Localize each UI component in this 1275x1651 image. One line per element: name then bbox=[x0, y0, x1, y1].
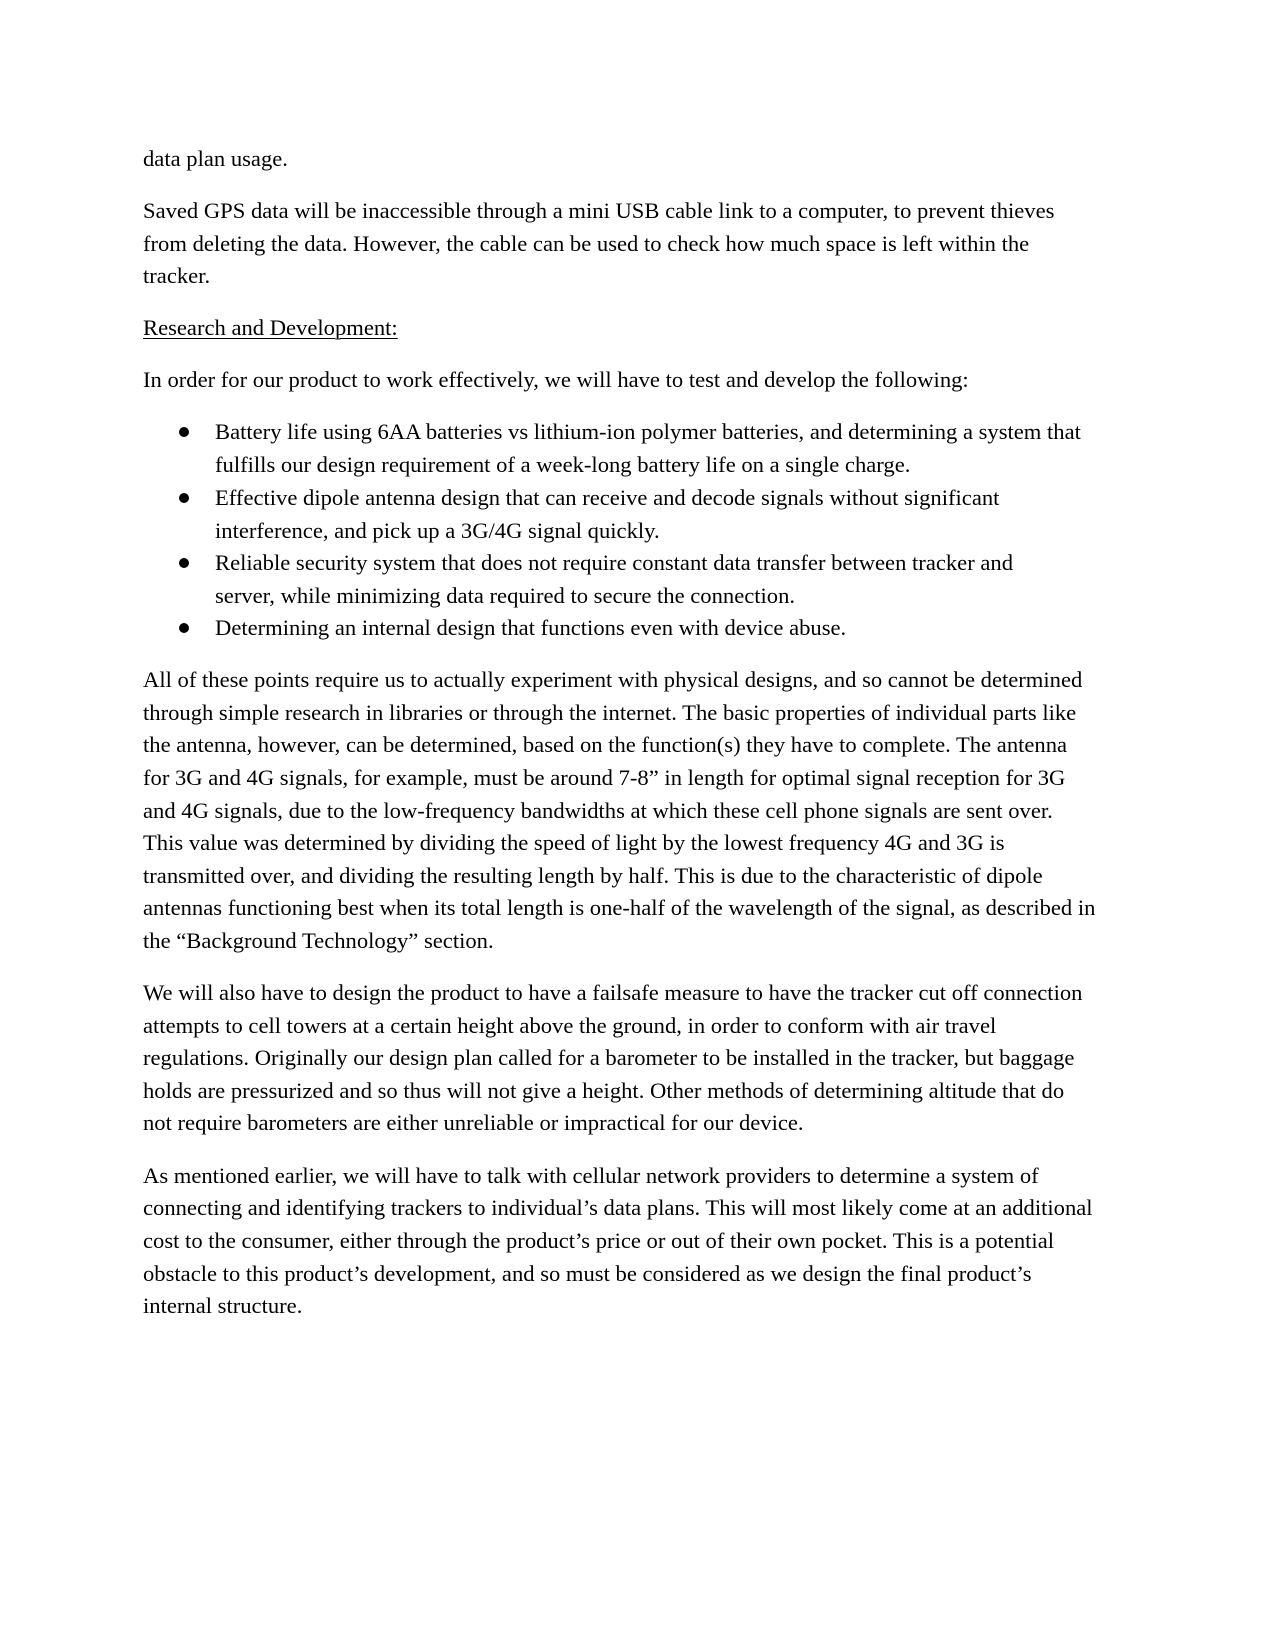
text-line: We will also have to design the product to have a failsafe measure to have the tracker cut off connection bbox=[143, 980, 1083, 1005]
text-line: Effective dipole antenna design that can receive and decode signals without significant bbox=[215, 485, 1000, 510]
text-line: from deleting the data. However, the cable can be used to check how much space is left within the bbox=[143, 231, 1030, 256]
text-line: the “Background Technology” section. bbox=[143, 928, 494, 953]
text-line: obstacle to this product’s development, and so must be considered as we design the final product’s bbox=[143, 1261, 1032, 1286]
text-line: tracker. bbox=[143, 263, 211, 288]
text-line: through simple research in libraries or through the internet. The basic properties of individual parts like bbox=[143, 700, 1077, 725]
text-line: All of these points require us to actually experiment with physical designs, and so cannot be determined bbox=[143, 667, 1083, 692]
bullet-icon bbox=[179, 558, 189, 568]
text-line: regulations. Originally our design plan called for a barometer to be installed in the tracker, but baggage bbox=[143, 1045, 1075, 1070]
text-line: fulfills our design requirement of a week-long battery life on a single charge. bbox=[215, 452, 911, 477]
text-line: server, while minimizing data required to secure the connection. bbox=[215, 583, 796, 608]
text-line: Battery life using 6AA batteries vs lithium-ion polymer batteries, and determining a system that bbox=[215, 419, 1081, 444]
text-line: data plan usage. bbox=[143, 146, 288, 171]
text-line: Determining an internal design that functions even with device abuse. bbox=[215, 615, 847, 640]
text-line: Reliable security system that does not require constant data transfer between tracker and bbox=[215, 550, 1014, 575]
text-line: the antenna, however, can be determined, based on the function(s) they have to complete. The antenna bbox=[143, 732, 1068, 757]
text-line: internal structure. bbox=[143, 1293, 303, 1318]
text-line: In order for our product to work effectively, we will have to test and develop the following: bbox=[143, 367, 969, 392]
text-line: This value was determined by dividing the speed of light by the lowest frequency 4G and 3G is bbox=[143, 830, 1005, 855]
text-line: attempts to cell towers at a certain height above the ground, in order to conform with air travel bbox=[143, 1013, 997, 1038]
text-line: cost to the consumer, either through the product’s price or out of their own pocket. This is a potential bbox=[143, 1228, 1054, 1253]
text-line: interference, and pick up a 3G/4G signal quickly. bbox=[215, 518, 660, 543]
bullet-icon bbox=[179, 493, 189, 503]
text-line: transmitted over, and dividing the resulting length by half. This is due to the characteristic of dipole bbox=[143, 863, 1043, 888]
text-line: and 4G signals, due to the low-frequency bandwidths at which these cell phone signals are sent over. bbox=[143, 798, 1053, 823]
section-heading: Research and Development: bbox=[143, 315, 398, 340]
text-line: holds are pressurized and so thus will not give a height. Other methods of determining altitude that do bbox=[143, 1078, 1065, 1103]
text-line: connecting and identifying trackers to individual’s data plans. This will most likely come at an additional bbox=[143, 1195, 1093, 1220]
text-line: antennas functioning best when its total length is one-half of the wavelength of the signal, as described in bbox=[143, 895, 1096, 920]
text-line: Saved GPS data will be inaccessible through a mini USB cable link to a computer, to prevent thieves bbox=[143, 198, 1055, 223]
text-line: not require barometers are either unreliable or impractical for our device. bbox=[143, 1110, 804, 1135]
text-line: As mentioned earlier, we will have to talk with cellular network providers to determine a system of bbox=[143, 1163, 1039, 1188]
bullet-icon bbox=[179, 427, 189, 437]
bullet-icon bbox=[179, 623, 189, 633]
text-line: for 3G and 4G signals, for example, must be around 7-8” in length for optimal signal reception for 3G bbox=[143, 765, 1066, 790]
